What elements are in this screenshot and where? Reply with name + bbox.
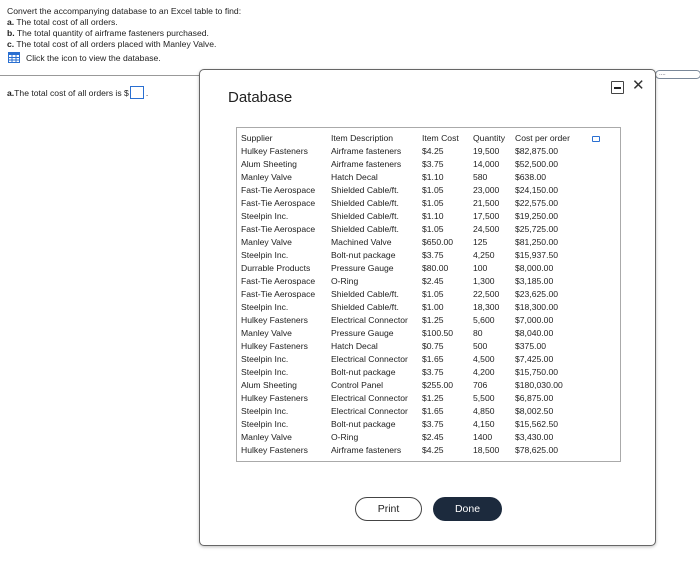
answer-suffix: .	[145, 87, 149, 98]
problem-item-b: b. The total quantity of airframe fasteners purchased.	[7, 28, 209, 38]
cell-item-cost: $1.65	[422, 354, 444, 364]
cell-item-cost: $1.25	[422, 315, 444, 325]
cell-cost-per-order: $7,000.00	[515, 315, 554, 325]
table-row	[241, 158, 595, 171]
problem-statement	[7, 6, 241, 50]
cell-quantity: 80	[473, 328, 483, 338]
cell-quantity: 4,850	[473, 406, 495, 416]
total-cost-input[interactable]	[130, 86, 144, 99]
cell-cost-per-order: $7,425.00	[515, 354, 554, 364]
cell-supplier: Steelpin Inc.	[241, 250, 289, 260]
table-row	[241, 379, 595, 392]
cell-cost-per-order: $23,625.00	[515, 289, 559, 299]
cell-cost-per-order: $15,750.00	[515, 367, 559, 377]
cell-supplier: Manley Valve	[241, 237, 292, 247]
table-row	[241, 275, 595, 288]
table-row	[241, 431, 595, 444]
cell-item-cost: $3.75	[422, 159, 444, 169]
answer-letter: a.	[7, 87, 15, 98]
table-row	[241, 392, 595, 405]
cell-supplier: Steelpin Inc.	[241, 354, 289, 364]
cell-cost-per-order: $8,000.00	[515, 263, 554, 273]
cell-quantity: 5,600	[473, 315, 495, 325]
print-button[interactable]: Print	[355, 497, 422, 521]
cell-supplier: Hulkey Fasteners	[241, 341, 308, 351]
table-row	[241, 288, 595, 301]
table-row	[241, 249, 595, 262]
cell-supplier: Hulkey Fasteners	[241, 315, 308, 325]
cell-item-description: Shielded Cable/ft.	[331, 185, 399, 195]
table-grid-icon[interactable]	[8, 52, 20, 63]
cell-quantity: 5,500	[473, 393, 495, 403]
cell-item-cost: $2.45	[422, 432, 444, 442]
close-icon[interactable]: ✕	[632, 77, 645, 94]
problem-item-a: a. The total cost of all orders.	[7, 17, 118, 27]
cell-item-description: Electrical Connector	[331, 354, 408, 364]
header-cost-per-order: Cost per order	[515, 133, 570, 143]
cell-supplier: Durrable Products	[241, 263, 311, 273]
cell-supplier: Fast-Tie Aerospace	[241, 185, 316, 195]
database-table	[241, 132, 595, 457]
cell-quantity: 23,000	[473, 185, 500, 195]
cell-quantity: 18,300	[473, 302, 500, 312]
cell-quantity: 100	[473, 263, 488, 273]
problem-intro: Convert the accompanying database to an Excel table to find:	[7, 6, 242, 16]
cell-quantity: 4,500	[473, 354, 495, 364]
cell-item-cost: $80.00	[422, 263, 449, 273]
cell-supplier: Fast-Tie Aerospace	[241, 198, 316, 208]
cell-cost-per-order: $8,002.50	[515, 406, 554, 416]
table-row	[241, 444, 595, 457]
cell-item-description: Shielded Cable/ft.	[331, 224, 399, 234]
cell-supplier: Fast-Tie Aerospace	[241, 224, 316, 234]
cell-cost-per-order: $638.00	[515, 172, 547, 182]
cell-supplier: Steelpin Inc.	[241, 406, 289, 416]
cell-cost-per-order: $8,040.00	[515, 328, 554, 338]
cell-cost-per-order: $24,150.00	[515, 185, 559, 195]
minimize-icon[interactable]	[611, 81, 624, 94]
cell-item-description: O-Ring	[331, 432, 359, 442]
cell-item-description: O-Ring	[331, 276, 359, 286]
cell-item-cost: $1.00	[422, 302, 444, 312]
cell-supplier: Fast-Tie Aerospace	[241, 276, 316, 286]
table-row	[241, 184, 595, 197]
cell-supplier: Alum Sheeting	[241, 380, 297, 390]
cell-supplier: Fast-Tie Aerospace	[241, 289, 316, 299]
cell-quantity: 500	[473, 341, 488, 351]
cell-item-description: Bolt-nut package	[331, 250, 396, 260]
cell-cost-per-order: $52,500.00	[515, 159, 559, 169]
table-row	[241, 405, 595, 418]
cell-item-description: Shielded Cable/ft.	[331, 211, 399, 221]
table-row	[241, 314, 595, 327]
table-row	[241, 145, 595, 158]
table-row	[241, 353, 595, 366]
table-row	[241, 236, 595, 249]
cell-supplier: Hulkey Fasteners	[241, 445, 308, 455]
cell-item-description: Hatch Decal	[331, 172, 378, 182]
cell-cost-per-order: $81,250.00	[515, 237, 559, 247]
view-database-link[interactable]	[8, 52, 161, 63]
cell-item-cost: $4.25	[422, 146, 444, 156]
cell-cost-per-order: $375.00	[515, 341, 547, 351]
cell-item-cost: $1.05	[422, 185, 444, 195]
cell-item-description: Pressure Gauge	[331, 263, 394, 273]
copy-icon[interactable]	[592, 136, 600, 142]
cell-supplier: Steelpin Inc.	[241, 211, 289, 221]
cell-item-cost: $4.25	[422, 445, 444, 455]
table-header-row	[241, 132, 595, 145]
cell-cost-per-order: $25,725.00	[515, 224, 559, 234]
header-item-cost: Item Cost	[422, 133, 459, 143]
cell-quantity: 17,500	[473, 211, 500, 221]
dialog-title: Database	[228, 89, 293, 106]
cell-item-description: Control Panel	[331, 380, 384, 390]
cell-item-description: Hatch Decal	[331, 341, 378, 351]
cell-quantity: 19,500	[473, 146, 500, 156]
cell-item-description: Bolt-nut package	[331, 419, 396, 429]
cell-item-cost: $1.65	[422, 406, 444, 416]
database-table-container	[236, 127, 621, 462]
header-quantity: Quantity	[473, 133, 506, 143]
cell-supplier: Hulkey Fasteners	[241, 146, 308, 156]
cell-cost-per-order: $3,185.00	[515, 276, 554, 286]
cell-cost-per-order: $6,875.00	[515, 393, 554, 403]
cell-item-description: Shielded Cable/ft.	[331, 198, 399, 208]
cell-item-cost: $3.75	[422, 250, 444, 260]
cell-quantity: 1,300	[473, 276, 495, 286]
cell-item-description: Bolt-nut package	[331, 367, 396, 377]
table-row	[241, 340, 595, 353]
table-row	[241, 197, 595, 210]
cell-cost-per-order: $180,030.00	[515, 380, 563, 390]
cell-item-description: Airframe fasteners	[331, 445, 402, 455]
cell-item-cost: $3.75	[422, 419, 444, 429]
cell-quantity: 21,500	[473, 198, 500, 208]
header-item-description: Item Description	[331, 133, 394, 143]
cell-cost-per-order: $78,625.00	[515, 445, 559, 455]
cell-item-cost: $650.00	[422, 237, 454, 247]
more-toggle[interactable]: ....	[655, 70, 700, 79]
cell-supplier: Steelpin Inc.	[241, 367, 289, 377]
cell-item-cost: $1.10	[422, 211, 444, 221]
cell-supplier: Steelpin Inc.	[241, 302, 289, 312]
cell-cost-per-order: $22,575.00	[515, 198, 559, 208]
header-supplier: Supplier	[241, 133, 273, 143]
cell-item-cost: $3.75	[422, 367, 444, 377]
table-row	[241, 171, 595, 184]
view-database-label: Click the icon to view the database.	[26, 52, 161, 63]
cell-quantity: 4,200	[473, 367, 495, 377]
table-row	[241, 418, 595, 431]
cell-quantity: 1400	[473, 432, 493, 442]
cell-item-cost: $1.05	[422, 224, 444, 234]
table-row	[241, 223, 595, 236]
cell-supplier: Manley Valve	[241, 172, 292, 182]
cell-cost-per-order: $82,875.00	[515, 146, 559, 156]
answer-line	[7, 86, 148, 99]
cell-quantity: 580	[473, 172, 488, 182]
cell-item-cost: $0.75	[422, 341, 444, 351]
cell-item-description: Electrical Connector	[331, 406, 408, 416]
cell-supplier: Alum Sheeting	[241, 159, 297, 169]
cell-cost-per-order: $15,562.50	[515, 419, 559, 429]
database-dialog	[199, 69, 656, 546]
cell-item-cost: $1.10	[422, 172, 444, 182]
problem-item-c: c. The total cost of all orders placed with Manley Valve.	[7, 39, 217, 49]
cell-supplier: Manley Valve	[241, 328, 292, 338]
table-row	[241, 327, 595, 340]
cell-quantity: 706	[473, 380, 488, 390]
cell-item-description: Pressure Gauge	[331, 328, 394, 338]
cell-item-description: Airframe fasteners	[331, 159, 402, 169]
cell-item-cost: $1.05	[422, 198, 444, 208]
cell-item-description: Electrical Connector	[331, 393, 408, 403]
table-row	[241, 262, 595, 275]
table-row	[241, 210, 595, 223]
cell-item-description: Airframe fasteners	[331, 146, 402, 156]
cell-quantity: 18,500	[473, 445, 500, 455]
cell-quantity: 14,000	[473, 159, 500, 169]
cell-cost-per-order: $15,937.50	[515, 250, 559, 260]
answer-prompt: The total cost of all orders is $	[14, 87, 129, 98]
cell-supplier: Hulkey Fasteners	[241, 393, 308, 403]
cell-supplier: Steelpin Inc.	[241, 419, 289, 429]
cell-item-cost: $1.05	[422, 289, 444, 299]
cell-cost-per-order: $19,250.00	[515, 211, 559, 221]
cell-quantity: 4,150	[473, 419, 495, 429]
table-row	[241, 301, 595, 314]
table-row	[241, 366, 595, 379]
cell-quantity: 4,250	[473, 250, 495, 260]
cell-item-cost: $100.50	[422, 328, 454, 338]
cell-item-description: Shielded Cable/ft.	[331, 289, 399, 299]
cell-item-cost: $2.45	[422, 276, 444, 286]
cell-item-description: Machined Valve	[331, 237, 392, 247]
cell-cost-per-order: $18,300.00	[515, 302, 559, 312]
cell-cost-per-order: $3,430.00	[515, 432, 554, 442]
done-button[interactable]: Done	[433, 497, 502, 521]
cell-quantity: 125	[473, 237, 488, 247]
cell-quantity: 22,500	[473, 289, 500, 299]
cell-supplier: Manley Valve	[241, 432, 292, 442]
cell-item-description: Shielded Cable/ft.	[331, 302, 399, 312]
cell-quantity: 24,500	[473, 224, 500, 234]
cell-item-description: Electrical Connector	[331, 315, 408, 325]
cell-item-cost: $255.00	[422, 380, 454, 390]
cell-item-cost: $1.25	[422, 393, 444, 403]
